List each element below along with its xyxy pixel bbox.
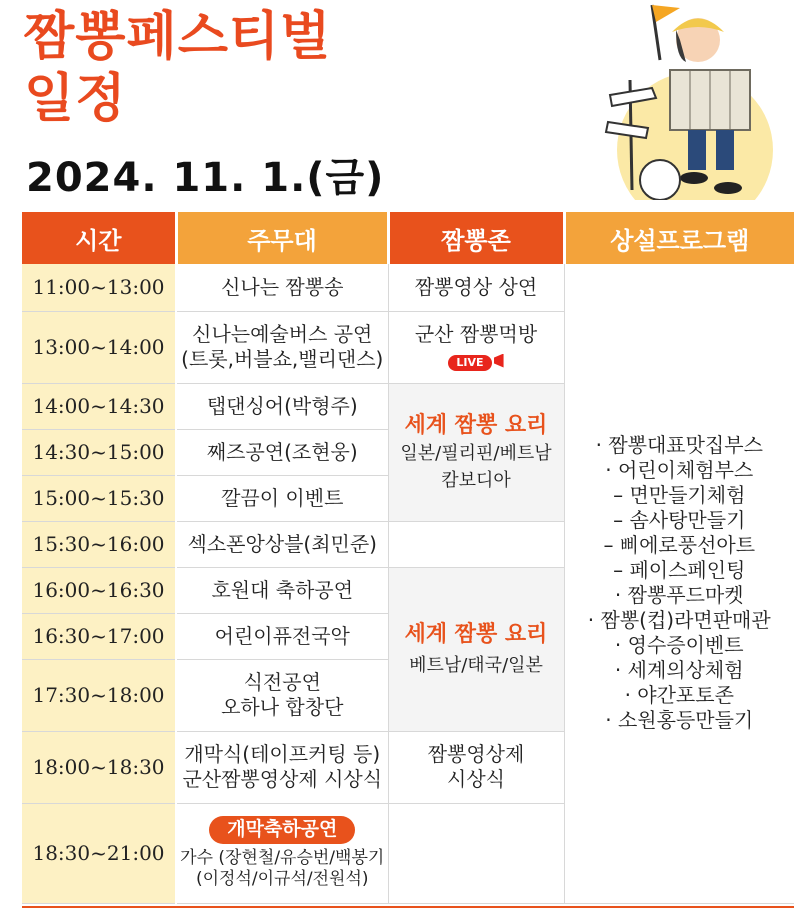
opening-celebration-badge: 개막축하공연 (209, 816, 355, 844)
main-stage-line: 오하나 합창단 (221, 695, 344, 719)
live-badge (448, 355, 491, 371)
time-cell: 11:00~13:00 (22, 264, 176, 311)
zone-cell (388, 803, 564, 903)
main-stage-cell (176, 311, 388, 383)
time-cell: 16:30~17:00 (22, 613, 176, 659)
list-item: – 솜사탕만들기 (613, 508, 746, 533)
time-cell: 15:30~16:00 (22, 521, 176, 567)
time-cell: 14:00~14:30 (22, 383, 176, 429)
list-item: – 페이스페인팅 (613, 558, 746, 583)
header-row (22, 212, 794, 264)
zone-cell (388, 567, 564, 731)
camera-icon (494, 354, 504, 368)
table-row (22, 264, 794, 311)
zone-text: 캄보디아 (441, 469, 511, 491)
list-item: · 야간포토존 (624, 683, 734, 708)
title-line-2: 일정 (24, 69, 127, 129)
main-stage-cell: 호원대 축하공연 (176, 567, 388, 613)
zone-cell (388, 731, 564, 803)
bottom-divider (22, 906, 794, 908)
live-label: LIVE (456, 356, 484, 369)
main-stage-cell: 탭댄싱어(박형주) (176, 383, 388, 429)
main-stage-cell (176, 803, 388, 903)
zone-text: 짬뽕영상제 (427, 742, 525, 766)
main-stage-cell (176, 731, 388, 803)
header-jjamppong-zone: 짬뽕존 (388, 212, 564, 264)
main-stage-line: 가수 (장현철/유승번/백봉기 (180, 847, 385, 868)
time-cell: 18:00~18:30 (22, 731, 176, 803)
list-item: · 짬뽕푸드마켓 (614, 583, 744, 608)
list-item: · 짬뽕(컵)라면판매관 (587, 608, 771, 633)
main-stage-line: 군산짬뽕영상제 시상식 (182, 767, 383, 791)
zone-title: 세계 짬뽕 요리 (404, 412, 548, 438)
page-title (24, 6, 331, 130)
zone-title: 세계 짬뽕 요리 (404, 622, 548, 647)
main-stage-cell: 어린이퓨전국악 (176, 613, 388, 659)
main-stage-line: 식전공연 (243, 670, 321, 694)
list-item: · 영수증이벤트 (614, 633, 744, 658)
zone-text: 베트남/태국/일본 (409, 654, 543, 676)
schedule-table (22, 212, 794, 904)
header-main-stage: 주무대 (176, 212, 388, 264)
zone-cell (388, 311, 564, 383)
main-stage-cell: 째즈공연(조현웅) (176, 429, 388, 475)
time-cell: 18:30~21:00 (22, 803, 176, 903)
time-cell: 14:30~15:00 (22, 429, 176, 475)
list-item: – 면만들기체험 (613, 483, 746, 508)
list-item: · 어린이체험부스 (605, 458, 754, 483)
list-item: · 짬뽕대표맛집부스 (595, 433, 763, 458)
event-date: 2024. 11. 1.(금) (26, 155, 385, 201)
time-cell: 17:30~18:00 (22, 659, 176, 731)
main-stage-cell (176, 659, 388, 731)
main-stage-line: (이정석/이규석/전원석) (195, 868, 369, 889)
permanent-program-list (564, 264, 794, 903)
zone-cell (388, 521, 564, 567)
time-cell: 15:00~15:30 (22, 475, 176, 521)
main-stage-line: 신나는예술버스 공연 (192, 322, 373, 346)
time-cell: 13:00~14:00 (22, 311, 176, 383)
zone-text: 시상식 (447, 767, 505, 791)
main-stage-line: 개막식(테이프커팅 등) (184, 742, 381, 766)
main-stage-cell: 섹소폰앙상블(최민준) (176, 521, 388, 567)
header-time: 시간 (22, 212, 176, 264)
zone-cell: 짬뽕영상 상연 (388, 264, 564, 311)
list-item: · 소원홍등만들기 (605, 708, 754, 733)
header-permanent-program: 상설프로그램 (564, 212, 794, 264)
zone-text: 일본/필리핀/베트남 (400, 443, 552, 465)
list-item: – 삐에로풍선아트 (603, 533, 756, 558)
main-stage-line: (트롯,버블쇼,밸리댄스) (181, 347, 384, 371)
time-cell: 16:00~16:30 (22, 567, 176, 613)
list-item: · 세계의상체험 (614, 658, 744, 683)
main-stage-cell: 깔끔이 이벤트 (176, 475, 388, 521)
main-stage-cell: 신나는 짬뽕송 (176, 264, 388, 311)
zone-text: 군산 짬뽕먹방 (414, 322, 538, 346)
zone-cell (388, 383, 564, 521)
tourist-character-illustration (590, 0, 790, 200)
title-line-1: 짬뽕페스티벌 (24, 7, 332, 67)
